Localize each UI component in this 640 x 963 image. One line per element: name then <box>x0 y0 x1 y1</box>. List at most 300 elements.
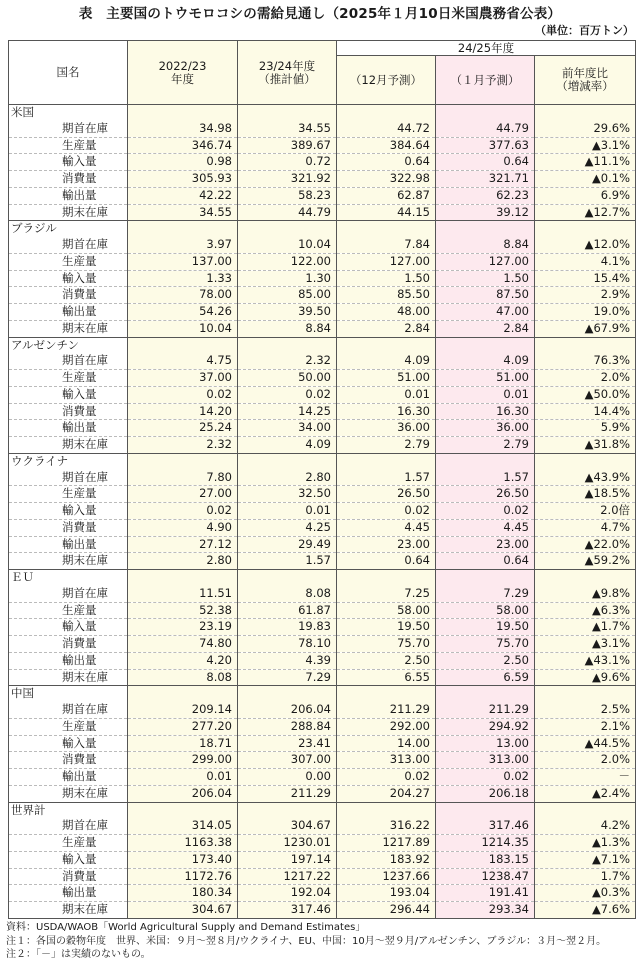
value-cell: 204.27 <box>337 785 436 802</box>
value-cell: 6.55 <box>337 669 436 686</box>
item-label: 生産量 <box>9 602 128 619</box>
value-cell: 0.00 <box>238 769 337 786</box>
value-cell: 0.01 <box>337 386 436 403</box>
value-cell: 34.00 <box>238 420 337 437</box>
value-cell: 127.00 <box>436 253 535 270</box>
table-body <box>9 105 636 919</box>
value-cell: 0.01 <box>128 769 238 786</box>
country-name: 米国 <box>9 105 128 121</box>
value-cell: － <box>535 769 636 786</box>
value-cell: 2.1% <box>535 718 636 735</box>
table-row <box>9 851 636 868</box>
value-cell: 85.50 <box>337 287 436 304</box>
value-cell: 1.7% <box>535 868 636 885</box>
item-label: 消費量 <box>9 403 128 420</box>
table-row <box>9 818 636 834</box>
table-row <box>9 171 636 188</box>
value-cell: 0.02 <box>337 503 436 520</box>
value-cell: 2.79 <box>337 437 436 454</box>
value-cell: 206.04 <box>128 785 238 802</box>
value-cell: 2.80 <box>128 553 238 570</box>
value-cell: 2.32 <box>128 437 238 454</box>
value-cell: 18.71 <box>128 735 238 752</box>
value-cell: 75.70 <box>436 636 535 653</box>
value-cell: 85.00 <box>238 287 337 304</box>
value-cell: 87.50 <box>436 287 535 304</box>
value-cell: 39.12 <box>436 204 535 221</box>
value-cell: 58.23 <box>238 187 337 204</box>
empty-cell <box>436 337 535 353</box>
value-cell: 2.50 <box>436 652 535 669</box>
table-row <box>9 868 636 885</box>
value-cell: 34.55 <box>238 121 337 137</box>
country-name: アルゼンチン <box>9 337 128 353</box>
empty-cell <box>436 105 535 121</box>
value-cell: 8.84 <box>238 320 337 337</box>
value-cell: 7.29 <box>436 586 535 602</box>
empty-cell <box>535 453 636 469</box>
value-cell: 14.25 <box>238 403 337 420</box>
table-row <box>9 619 636 636</box>
empty-cell <box>337 221 436 237</box>
value-cell: 307.00 <box>238 752 337 769</box>
item-label: 消費量 <box>9 868 128 885</box>
value-cell: 6.59 <box>436 669 535 686</box>
empty-cell <box>436 221 535 237</box>
value-cell: 2.9% <box>535 287 636 304</box>
value-cell: 0.01 <box>238 503 337 520</box>
item-label: 期首在庫 <box>9 353 128 369</box>
value-cell: 7.80 <box>128 470 238 486</box>
table-row <box>9 669 636 686</box>
empty-cell <box>436 802 535 818</box>
country-name: 中国 <box>9 686 128 702</box>
value-cell: 4.20 <box>128 652 238 669</box>
table-row <box>9 437 636 454</box>
item-label: 生産量 <box>9 835 128 852</box>
value-cell: ▲6.3% <box>535 602 636 619</box>
value-cell: 2.0% <box>535 370 636 387</box>
value-cell: 316.22 <box>337 818 436 834</box>
value-cell: 4.09 <box>238 437 337 454</box>
empty-cell <box>238 453 337 469</box>
table-row <box>9 718 636 735</box>
item-label: 輸出量 <box>9 536 128 553</box>
country-header-row <box>9 802 636 818</box>
table-row <box>9 287 636 304</box>
country-header-row <box>9 570 636 586</box>
value-cell: 54.26 <box>128 304 238 321</box>
value-cell: 4.45 <box>436 519 535 536</box>
value-cell: ▲31.8% <box>535 437 636 454</box>
value-cell: 384.64 <box>337 137 436 154</box>
value-cell: 34.98 <box>128 121 238 137</box>
value-cell: 23.41 <box>238 735 337 752</box>
value-cell: 29.6% <box>535 121 636 137</box>
value-cell: 4.25 <box>238 519 337 536</box>
table-row <box>9 470 636 486</box>
value-cell: 3.97 <box>128 237 238 253</box>
value-cell: 39.50 <box>238 304 337 321</box>
item-label: 輸入量 <box>9 619 128 636</box>
empty-cell <box>238 337 337 353</box>
table-row <box>9 420 636 437</box>
value-cell: 1.50 <box>436 270 535 287</box>
value-cell: 75.70 <box>337 636 436 653</box>
value-cell: 2.0倍 <box>535 503 636 520</box>
value-cell: 0.98 <box>128 154 238 171</box>
value-cell: 0.64 <box>337 553 436 570</box>
country-name: ブラジル <box>9 221 128 237</box>
value-cell: 16.30 <box>436 403 535 420</box>
header-2022: 2022/23 年度 <box>128 41 238 105</box>
value-cell: 0.64 <box>337 154 436 171</box>
value-cell: 7.29 <box>238 669 337 686</box>
value-cell: 0.72 <box>238 154 337 171</box>
value-cell: 2.50 <box>337 652 436 669</box>
country-header-row <box>9 221 636 237</box>
value-cell: 2.32 <box>238 353 337 369</box>
value-cell: ▲43.1% <box>535 652 636 669</box>
item-label: 生産量 <box>9 718 128 735</box>
value-cell: ▲0.1% <box>535 171 636 188</box>
value-cell: 1.30 <box>238 270 337 287</box>
value-cell: 62.87 <box>337 187 436 204</box>
value-cell: 183.15 <box>436 851 535 868</box>
country-name: 世界計 <box>9 802 128 818</box>
item-label: 消費量 <box>9 752 128 769</box>
empty-cell <box>238 105 337 121</box>
value-cell: 58.00 <box>436 602 535 619</box>
value-cell: 44.79 <box>238 204 337 221</box>
value-cell: 25.24 <box>128 420 238 437</box>
empty-cell <box>535 802 636 818</box>
value-cell: 78.00 <box>128 287 238 304</box>
value-cell: 206.18 <box>436 785 535 802</box>
value-cell: 32.50 <box>238 486 337 503</box>
item-label: 消費量 <box>9 287 128 304</box>
value-cell: 27.12 <box>128 536 238 553</box>
empty-cell <box>128 221 238 237</box>
table-row <box>9 386 636 403</box>
value-cell: 8.08 <box>128 669 238 686</box>
value-cell: 4.1% <box>535 253 636 270</box>
note-source: 資料：USDA/WAOB「World Agricultural Supply and Demand Estimates」 <box>6 922 366 933</box>
value-cell: 26.50 <box>436 486 535 503</box>
table-row <box>9 902 636 919</box>
value-cell: ▲3.1% <box>535 137 636 154</box>
value-cell: 192.04 <box>238 885 337 902</box>
value-cell: 1238.47 <box>436 868 535 885</box>
value-cell: 1.33 <box>128 270 238 287</box>
value-cell: 0.02 <box>238 386 337 403</box>
item-label: 期末在庫 <box>9 437 128 454</box>
note-2: 注２：「－」は実績のないもの。 <box>6 949 151 960</box>
value-cell: 346.74 <box>128 137 238 154</box>
value-cell: 48.00 <box>337 304 436 321</box>
value-cell: ▲50.0% <box>535 386 636 403</box>
item-label: 期首在庫 <box>9 702 128 718</box>
value-cell: 7.25 <box>337 586 436 602</box>
value-cell: 10.04 <box>128 320 238 337</box>
country-header-row <box>9 337 636 353</box>
item-label: 期首在庫 <box>9 470 128 486</box>
empty-cell <box>128 686 238 702</box>
value-cell: 304.67 <box>128 902 238 919</box>
value-cell: 1230.01 <box>238 835 337 852</box>
value-cell: ▲18.5% <box>535 486 636 503</box>
notes <box>6 921 606 962</box>
value-cell: 1.57 <box>238 553 337 570</box>
value-cell: 293.34 <box>436 902 535 919</box>
table-row <box>9 253 636 270</box>
value-cell: 19.83 <box>238 619 337 636</box>
item-label: 期末在庫 <box>9 553 128 570</box>
item-label: 消費量 <box>9 171 128 188</box>
value-cell: 1.57 <box>436 470 535 486</box>
value-cell: ▲11.1% <box>535 154 636 171</box>
value-cell: 51.00 <box>436 370 535 387</box>
empty-cell <box>436 570 535 586</box>
value-cell: 180.34 <box>128 885 238 902</box>
value-cell: 1163.38 <box>128 835 238 852</box>
table-row <box>9 652 636 669</box>
table-row <box>9 835 636 852</box>
table-row <box>9 519 636 536</box>
value-cell: 58.00 <box>337 602 436 619</box>
item-label: 期首在庫 <box>9 818 128 834</box>
item-label: 期首在庫 <box>9 237 128 253</box>
value-cell: 206.04 <box>238 702 337 718</box>
value-cell: 183.92 <box>337 851 436 868</box>
value-cell: 34.55 <box>128 204 238 221</box>
value-cell: 8.84 <box>436 237 535 253</box>
table-row <box>9 320 636 337</box>
item-label: 輸入量 <box>9 386 128 403</box>
value-cell: 13.00 <box>436 735 535 752</box>
item-label: 消費量 <box>9 519 128 536</box>
value-cell: 76.3% <box>535 353 636 369</box>
table-row <box>9 154 636 171</box>
value-cell: 0.02 <box>436 769 535 786</box>
value-cell: 14.20 <box>128 403 238 420</box>
item-label: 輸出量 <box>9 885 128 902</box>
value-cell: 47.00 <box>436 304 535 321</box>
value-cell: ▲3.1% <box>535 636 636 653</box>
value-cell: ▲7.1% <box>535 851 636 868</box>
value-cell: 1214.35 <box>436 835 535 852</box>
item-label: 期末在庫 <box>9 785 128 802</box>
value-cell: 14.4% <box>535 403 636 420</box>
item-label: 輸入量 <box>9 270 128 287</box>
table-row <box>9 553 636 570</box>
value-cell: ▲2.4% <box>535 785 636 802</box>
table-row <box>9 486 636 503</box>
empty-cell <box>337 105 436 121</box>
value-cell: 4.45 <box>337 519 436 536</box>
value-cell: 36.00 <box>436 420 535 437</box>
item-label: 輸入量 <box>9 154 128 171</box>
value-cell: 51.00 <box>337 370 436 387</box>
item-label: 輸出量 <box>9 304 128 321</box>
value-cell: ▲59.2% <box>535 553 636 570</box>
value-cell: 78.10 <box>238 636 337 653</box>
value-cell: 211.29 <box>238 785 337 802</box>
value-cell: 44.72 <box>337 121 436 137</box>
empty-cell <box>436 686 535 702</box>
value-cell: 0.02 <box>128 386 238 403</box>
value-cell: ▲9.8% <box>535 586 636 602</box>
value-cell: 0.64 <box>436 553 535 570</box>
value-cell: 5.9% <box>535 420 636 437</box>
value-cell: 36.00 <box>337 420 436 437</box>
value-cell: 321.92 <box>238 171 337 188</box>
value-cell: 317.46 <box>436 818 535 834</box>
value-cell: 191.41 <box>436 885 535 902</box>
value-cell: 313.00 <box>337 752 436 769</box>
item-label: 消費量 <box>9 636 128 653</box>
header-country: 国名 <box>9 41 128 105</box>
empty-cell <box>128 453 238 469</box>
value-cell: 389.67 <box>238 137 337 154</box>
value-cell: 29.49 <box>238 536 337 553</box>
value-cell: 1172.76 <box>128 868 238 885</box>
table-row <box>9 636 636 653</box>
table-row <box>9 304 636 321</box>
empty-cell <box>337 570 436 586</box>
value-cell: 14.00 <box>337 735 436 752</box>
value-cell: 173.40 <box>128 851 238 868</box>
value-cell: 322.98 <box>337 171 436 188</box>
value-cell: 4.09 <box>436 353 535 369</box>
value-cell: 1217.89 <box>337 835 436 852</box>
value-cell: 0.02 <box>128 503 238 520</box>
value-cell: 37.00 <box>128 370 238 387</box>
value-cell: 4.75 <box>128 353 238 369</box>
item-label: 輸出量 <box>9 652 128 669</box>
table-row <box>9 503 636 520</box>
supply-demand-table <box>8 40 636 919</box>
value-cell: 0.02 <box>337 769 436 786</box>
value-cell: 16.30 <box>337 403 436 420</box>
value-cell: 321.71 <box>436 171 535 188</box>
value-cell: 27.00 <box>128 486 238 503</box>
table-row <box>9 586 636 602</box>
item-label: 期首在庫 <box>9 121 128 137</box>
value-cell: 288.84 <box>238 718 337 735</box>
empty-cell <box>128 570 238 586</box>
value-cell: 127.00 <box>337 253 436 270</box>
item-label: 生産量 <box>9 486 128 503</box>
value-cell: 44.79 <box>436 121 535 137</box>
item-label: 期首在庫 <box>9 586 128 602</box>
value-cell: 19.0% <box>535 304 636 321</box>
empty-cell <box>128 105 238 121</box>
value-cell: 2.5% <box>535 702 636 718</box>
table-row <box>9 237 636 253</box>
value-cell: ▲0.3% <box>535 885 636 902</box>
value-cell: 313.00 <box>436 752 535 769</box>
value-cell: 44.15 <box>337 204 436 221</box>
empty-cell <box>535 570 636 586</box>
value-cell: 211.29 <box>337 702 436 718</box>
table-row <box>9 885 636 902</box>
value-cell: 4.09 <box>337 353 436 369</box>
item-label: 期末在庫 <box>9 320 128 337</box>
item-label: 期末在庫 <box>9 204 128 221</box>
value-cell: 0.01 <box>436 386 535 403</box>
country-header-row <box>9 453 636 469</box>
value-cell: 50.00 <box>238 370 337 387</box>
empty-cell <box>535 105 636 121</box>
table-row <box>9 602 636 619</box>
table-row <box>9 204 636 221</box>
empty-cell <box>535 221 636 237</box>
value-cell: ▲7.6% <box>535 902 636 919</box>
value-cell: 11.51 <box>128 586 238 602</box>
value-cell: 197.14 <box>238 851 337 868</box>
value-cell: 1217.22 <box>238 868 337 885</box>
table-row <box>9 735 636 752</box>
empty-cell <box>535 686 636 702</box>
item-label: 輸出量 <box>9 769 128 786</box>
value-cell: 6.9% <box>535 187 636 204</box>
table-row <box>9 536 636 553</box>
value-cell: 292.00 <box>337 718 436 735</box>
value-cell: 23.19 <box>128 619 238 636</box>
item-label: 生産量 <box>9 137 128 154</box>
value-cell: 42.22 <box>128 187 238 204</box>
empty-cell <box>337 453 436 469</box>
value-cell: 62.23 <box>436 187 535 204</box>
table-row <box>9 121 636 137</box>
value-cell: ▲12.7% <box>535 204 636 221</box>
item-label: 輸入量 <box>9 735 128 752</box>
empty-cell <box>238 221 337 237</box>
value-cell: 8.08 <box>238 586 337 602</box>
table-row <box>9 702 636 718</box>
header-jan-forecast: （１月予測） <box>436 56 535 105</box>
table-row <box>9 403 636 420</box>
value-cell: 317.46 <box>238 902 337 919</box>
value-cell: ▲9.6% <box>535 669 636 686</box>
header-2024-group: 24/25年度 <box>337 41 636 56</box>
value-cell: 137.00 <box>128 253 238 270</box>
empty-cell <box>238 802 337 818</box>
value-cell: 4.90 <box>128 519 238 536</box>
value-cell: 2.84 <box>337 320 436 337</box>
value-cell: ▲43.9% <box>535 470 636 486</box>
value-cell: 15.4% <box>535 270 636 287</box>
value-cell: 23.00 <box>337 536 436 553</box>
value-cell: ▲1.7% <box>535 619 636 636</box>
item-label: 生産量 <box>9 253 128 270</box>
value-cell: 1.57 <box>337 470 436 486</box>
table-row <box>9 752 636 769</box>
value-cell: 294.92 <box>436 718 535 735</box>
country-name: ウクライナ <box>9 453 128 469</box>
empty-cell <box>436 453 535 469</box>
note-1: 注１：各国の穀物年度 世界、米国：９月～翌８月/ウクライナ、EU、中国：10月～翌９月/アルゼンチン、ブラジル：３月～翌２月。 <box>6 935 607 947</box>
value-cell: 314.05 <box>128 818 238 834</box>
value-cell: 74.80 <box>128 636 238 653</box>
empty-cell <box>238 570 337 586</box>
country-header-row <box>9 686 636 702</box>
value-cell: 305.93 <box>128 171 238 188</box>
unit-label: （単位：百万トン） <box>535 24 634 37</box>
table-row <box>9 137 636 154</box>
item-label: 生産量 <box>9 370 128 387</box>
